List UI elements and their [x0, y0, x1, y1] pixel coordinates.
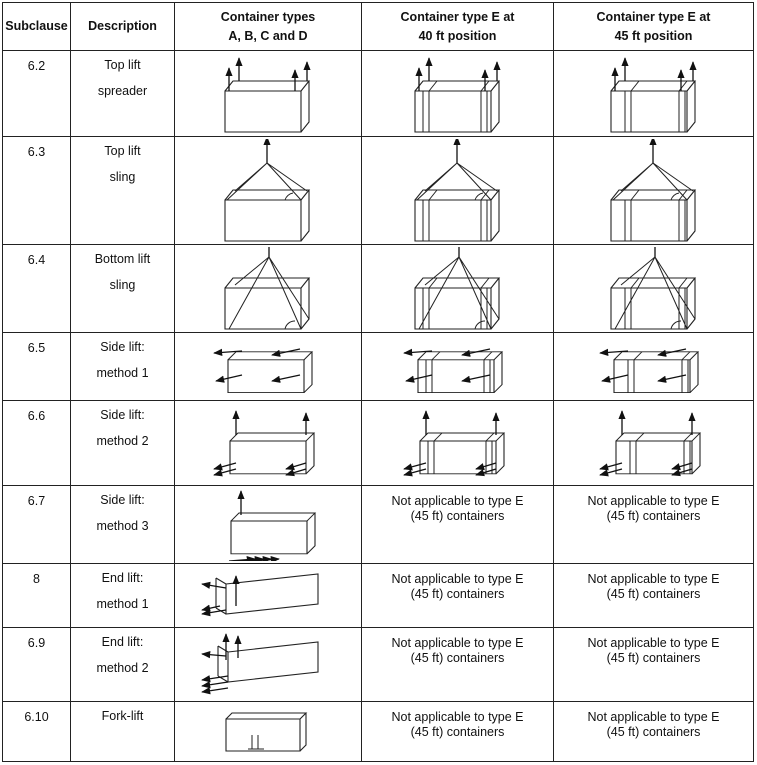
- side-lift-method-1-e40-diagram: [398, 337, 518, 397]
- fork-lift-diagram: [218, 705, 318, 757]
- not-applicable-cell: Not applicable to type E (45 ft) containers: [554, 485, 754, 563]
- subclause-cell: 6.6: [3, 401, 71, 485]
- not-applicable-cell: Not applicable to type E (45 ft) containers: [554, 701, 754, 761]
- table-row: [3, 51, 754, 137]
- subclause-cell: 6.3: [3, 137, 71, 245]
- table-row: [3, 627, 754, 701]
- description-cell: End lift: method 1: [71, 563, 175, 627]
- header-type-e-45ft: Container type E at 45 ft position: [554, 3, 754, 51]
- bottom-lift-sling-e40-diagram: [403, 247, 513, 331]
- top-lift-sling-e45-diagram: [599, 139, 709, 243]
- description-cell: End lift: method 2: [71, 627, 175, 701]
- lifting-methods-table: [2, 2, 754, 762]
- description-cell: Fork-lift: [71, 701, 175, 761]
- header-row: [3, 3, 754, 51]
- subclause-cell: 8: [3, 563, 71, 627]
- top-lift-spreader-diagram: [213, 54, 323, 134]
- top-lift-spreader-e45-diagram: [599, 54, 709, 134]
- table-row: [3, 137, 754, 245]
- not-applicable-cell: Not applicable to type E (45 ft) containers: [554, 627, 754, 701]
- description-cell: Side lift: method 1: [71, 333, 175, 401]
- not-applicable-cell: Not applicable to type E (45 ft) containers: [362, 563, 554, 627]
- end-lift-method-1-diagram: [200, 566, 336, 624]
- table-row: [3, 701, 754, 761]
- subclause-cell: 6.5: [3, 333, 71, 401]
- subclause-cell: 6.4: [3, 245, 71, 333]
- side-lift-method-2-e40-diagram: [398, 405, 518, 481]
- not-applicable-cell: Not applicable to type E (45 ft) containers: [362, 701, 554, 761]
- not-applicable-cell: Not applicable to type E (45 ft) containers: [362, 485, 554, 563]
- end-lift-method-2-diagram: [200, 630, 336, 698]
- table-row: [3, 245, 754, 333]
- not-applicable-cell: Not applicable to type E (45 ft) containers: [362, 627, 554, 701]
- header-description: Description: [71, 3, 175, 51]
- table-row: [3, 333, 754, 401]
- side-lift-method-2-diagram: [208, 405, 328, 481]
- side-lift-method-3-diagram: [213, 487, 323, 561]
- description-cell: Side lift: method 2: [71, 401, 175, 485]
- bottom-lift-sling-e45-diagram: [599, 247, 709, 331]
- header-type-e-40ft: Container type E at 40 ft position: [362, 3, 554, 51]
- table-row: [3, 401, 754, 485]
- not-applicable-cell: Not applicable to type E (45 ft) containers: [554, 563, 754, 627]
- description-cell: Side lift: method 3: [71, 485, 175, 563]
- header-container-types-abcd: Container types A, B, C and D: [175, 3, 362, 51]
- subclause-cell: 6.7: [3, 485, 71, 563]
- top-lift-sling-diagram: [213, 139, 323, 243]
- subclause-cell: 6.2: [3, 51, 71, 137]
- subclause-cell: 6.9: [3, 627, 71, 701]
- table-row: [3, 563, 754, 627]
- subclause-cell: 6.10: [3, 701, 71, 761]
- header-subclause: Subclause: [3, 3, 71, 51]
- top-lift-sling-e40-diagram: [403, 139, 513, 243]
- bottom-lift-sling-diagram: [213, 247, 323, 331]
- description-cell: Top lift sling: [71, 137, 175, 245]
- table-row: [3, 485, 754, 563]
- side-lift-method-2-e45-diagram: [594, 405, 714, 481]
- description-cell: Bottom lift sling: [71, 245, 175, 333]
- description-cell: Top lift spreader: [71, 51, 175, 137]
- top-lift-spreader-e40-diagram: [403, 54, 513, 134]
- side-lift-method-1-diagram: [208, 337, 328, 397]
- side-lift-method-1-e45-diagram: [594, 337, 714, 397]
